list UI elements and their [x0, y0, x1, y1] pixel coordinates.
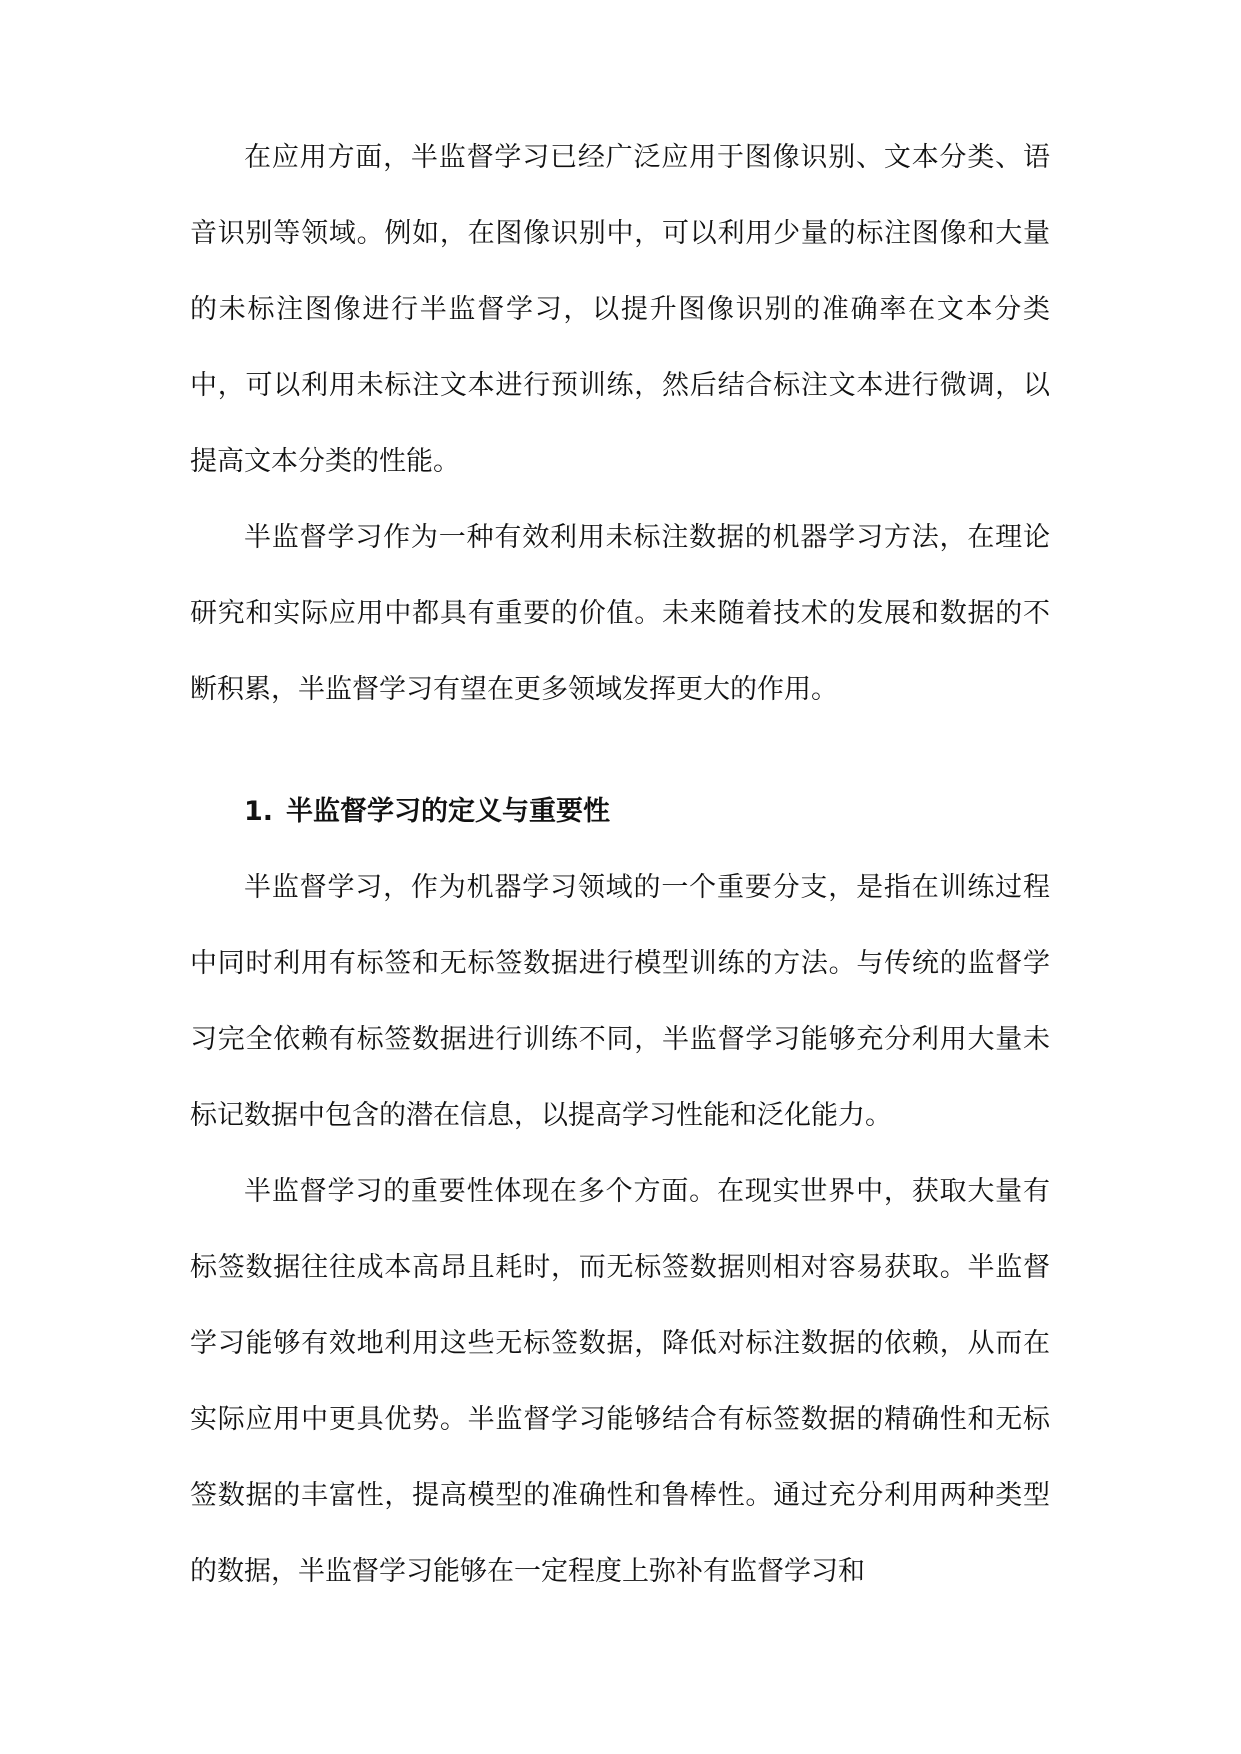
- paragraph-importance: 半监督学习的重要性体现在多个方面。在现实世界中，获取大量有标签数据往往成本高昂且耗时，而无标签数据则相对容易获取。半监督学习能够有效地利用这些无标签数据，降低对标注数据的依赖，从而在实际应用中更具优势。半监督学习能够结合有标签数据的精确性和无标签数据的丰富性，提高模型的准确性和鲁棒性。通过充分利用两种类型的数据，半监督学习能够在一定程度上弥补有监督学习和: [190, 1176, 1050, 1587]
- paragraph-applications: 在应用方面，半监督学习已经广泛应用于图像识别、文本分类、语音识别等领域。例如，在图像识别中，可以利用少量的标注图像和大量的未标注图像进行半监督学习，以提升图像识别的准确率在文本分类中，可以利用未标注文本进行预训练，然后结合标注文本进行微调，以提高文本分类的性能。: [190, 142, 1050, 477]
- section-heading: [190, 774, 1050, 850]
- section-number: 1.: [244, 796, 274, 827]
- paragraph-summary: 半监督学习作为一种有效利用未标注数据的机器学习方法，在理论研究和实际应用中都具有重要的价值。未来随着技术的发展和数据的不断积累，半监督学习有望在更多领域发挥更大的作用。: [190, 522, 1050, 705]
- section-title: 半监督学习的定义与重要性: [286, 796, 610, 827]
- document-body: [190, 120, 1050, 1610]
- paragraph-definition: 半监督学习，作为机器学习领域的一个重要分支，是指在训练过程中同时利用有标签和无标签数据进行模型训练的方法。与传统的监督学习完全依赖有标签数据进行训练不同，半监督学习能够充分利用大量未标记数据中包含的潜在信息，以提高学习性能和泛化能力。: [190, 872, 1050, 1131]
